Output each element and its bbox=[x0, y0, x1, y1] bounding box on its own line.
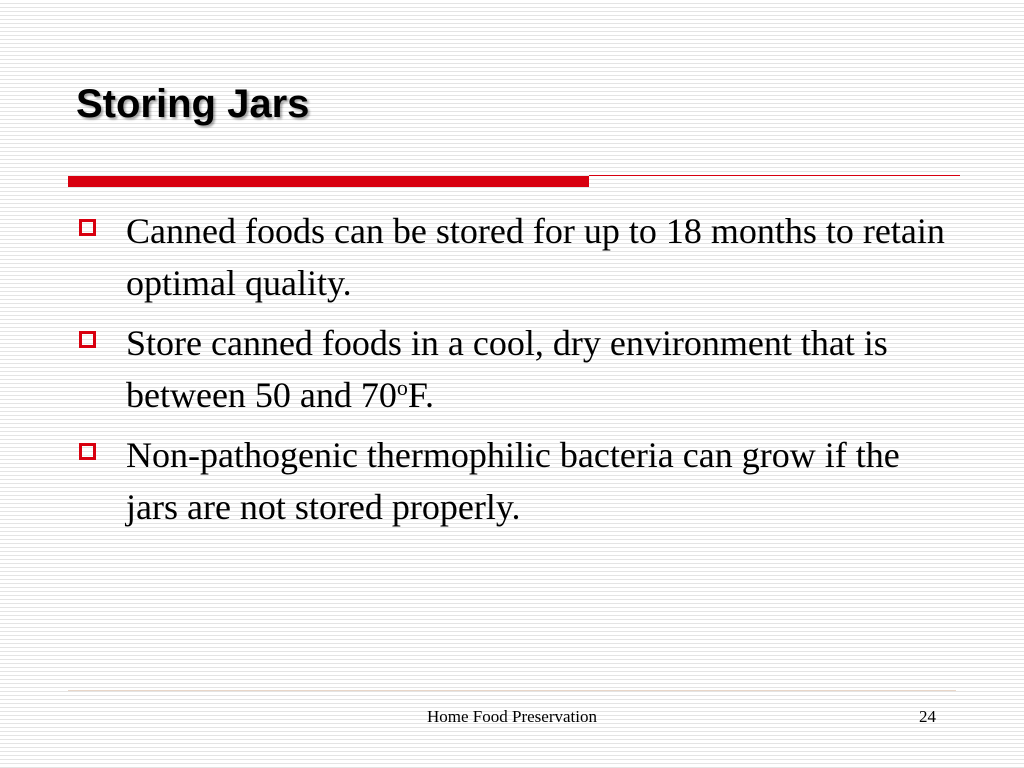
title-underline-thick bbox=[68, 176, 589, 187]
footer-label: Home Food Preservation bbox=[427, 707, 597, 726]
bullet-item bbox=[76, 205, 956, 309]
bullet-item bbox=[76, 317, 956, 421]
degree-superscript: o bbox=[396, 375, 408, 400]
bullet-text-main: Store canned foods in a cool, dry environment that is between 50 and 70 bbox=[126, 323, 888, 415]
title-underline-thin bbox=[589, 175, 960, 176]
bullet-text-unit: F. bbox=[407, 375, 435, 415]
hollow-square-bullet-icon bbox=[79, 443, 96, 460]
footer-divider bbox=[68, 690, 956, 691]
slide-title: Storing Jars bbox=[76, 82, 310, 126]
bullet-list bbox=[76, 205, 956, 541]
hollow-square-bullet-icon bbox=[79, 219, 96, 236]
page-number: 24 bbox=[919, 707, 936, 726]
bullet-text: Non-pathogenic thermophilic bacteria can grow if the jars are not stored properly. bbox=[126, 435, 900, 527]
bullet-item bbox=[76, 429, 956, 533]
hollow-square-bullet-icon bbox=[79, 331, 96, 348]
bullet-text bbox=[126, 323, 888, 415]
bullet-text: Canned foods can be stored for up to 18 months to retain optimal quality. bbox=[126, 211, 945, 303]
